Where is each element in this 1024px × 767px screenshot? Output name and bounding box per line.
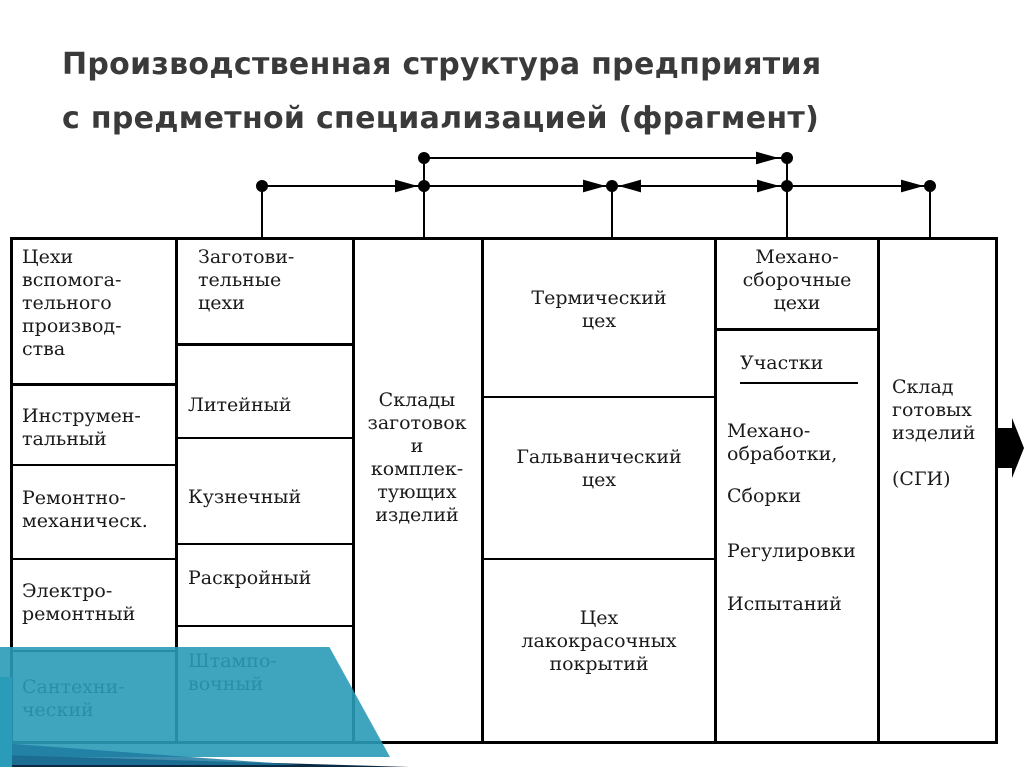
proc-header-divider [176, 343, 354, 346]
finished-goods-label: Склад готовых изделий (СГИ) [892, 376, 976, 490]
proc-item-forge: Кузнечный [188, 486, 302, 508]
aux-header-divider [10, 383, 177, 386]
processing-row-divider-2 [483, 558, 716, 560]
sections-underline [740, 382, 858, 384]
title-line-1: Производственная структура предприятия [62, 47, 822, 82]
aux-item-electric: Электро- ремонтный [22, 580, 136, 625]
arrow-to-thermal [584, 181, 602, 191]
aux-row-divider-2 [10, 558, 177, 560]
assembly-header: Механо- сборочные цехи [742, 246, 852, 314]
decorative-accent [0, 647, 420, 767]
upper-flow-arrow-right [757, 153, 775, 163]
proc-row-divider-3 [176, 625, 354, 627]
aux-row-divider-1 [10, 464, 177, 466]
processing-row-divider-1 [483, 396, 716, 398]
assembly-section-adjustment: Регулировки [727, 540, 856, 562]
aux-header: Цехи вспомога- тельного производ- ства [22, 246, 122, 360]
assembly-section-assembly: Сборки [727, 485, 802, 507]
proc-header: Заготови- тельные цехи [198, 246, 295, 314]
output-arrow-icon [998, 418, 1024, 478]
arrow-to-warehouse [396, 181, 414, 191]
proc-item-foundry: Литейный [188, 394, 292, 416]
aux-item-tool: Инструмен- тальный [22, 405, 141, 450]
warehouse-blanks-label: Склады заготовок и комплек- тующих изделий [367, 389, 467, 526]
aux-item-repair: Ремонтно- механическ. [22, 487, 148, 532]
proc-item-cutting: Раскройный [188, 567, 312, 589]
proc-row-divider-2 [176, 543, 354, 545]
arrow-to-finished-goods [902, 181, 920, 191]
assembly-header-divider [716, 328, 879, 331]
divider-col-5 [877, 237, 880, 744]
processing-item-paint: Цех лакокрасочных покрытий [521, 607, 677, 675]
assembly-section-testing: Испытаний [727, 593, 842, 615]
processing-item-galvanic: Гальванический цех [516, 446, 682, 491]
processing-item-thermal: Термический цех [531, 287, 667, 332]
proc-row-divider-1 [176, 437, 354, 439]
assembly-sections-title: Участки [740, 352, 824, 374]
arrow-to-assembly [758, 181, 776, 191]
arrow-from-assembly-left [622, 181, 640, 191]
title-line-2: с предметной специализацией (фрагмент) [62, 101, 820, 136]
assembly-section-machining: Механо- обработки, [727, 420, 838, 465]
